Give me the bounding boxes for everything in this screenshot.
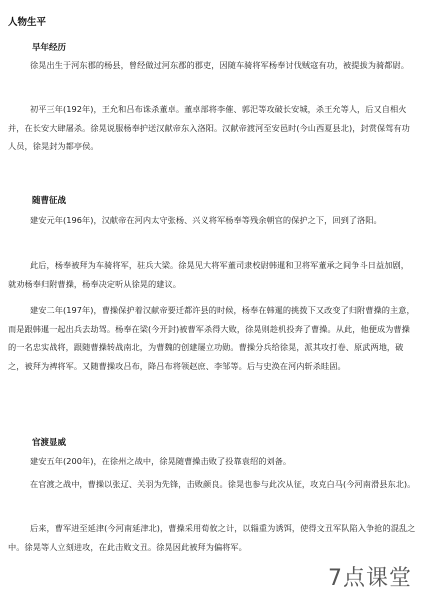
paragraph: 后来，曹军进至延津(今河南延津北)，曹操采用荀攸之计，以辎重为诱饵，使得文丑军队陷入争抢的混乱之中。徐晃等人立刻进攻，在此击败文丑。徐晃因此被拜为偏将军。: [8, 523, 416, 552]
paragraph: 建安五年(200年)，在徐州之战中，徐晃随曹操击败了投靠袁绍的刘备。: [30, 456, 292, 466]
section-heading-early-life: 早年经历: [32, 43, 67, 53]
watermark: 7点课堂: [328, 566, 412, 591]
section-heading-guandu: 官渡显威: [32, 438, 67, 448]
page-title: 人物生平: [8, 17, 47, 28]
paragraph: 建安元年(196年)，汉献帝在河内太守张杨、兴义将军杨奉等残余朝官的保护之下，回到了洛阳。: [30, 215, 382, 225]
paragraph: 建安二年(197年)，曹操保护着汉献帝要迁都许县的时候，杨奉在韩暹的挑拨下又改变了归附曹操的主意，而是跟韩暹一起出兵去劫驾。杨奉在梁(今开封)被曹军杀得大败，徐晃则趁机投奔了曹操。从此，他便成为曹操的一名忠实战将，跟随曹操转战南北，为曹魏的创建屡立功勋。曹操分兵给徐晃，派其攻打卷、原武两地，破之，被拜为裨将军。又随曹操攻吕布，降吕布将领赵庶、李邹等。后与史涣在河内斩杀眭固。: [8, 305, 415, 371]
paragraph: 初平三年(192年)，王允和吕布诛杀董卓。董卓部将李傕、郭汜等攻破长安城，杀王允等人，后又自相火并，在长安大肆屠杀。徐晃说服杨奉护送汉献帝东入洛阳。汉献帝渡河至安邑时(今山西夏县北)，封赏保驾有功人员，徐晃封为都亭侯。: [8, 104, 410, 151]
paragraph: 此后，杨奉被拜为车骑将军，驻兵大梁。徐晃见大将军董司隶校尉韩暹和卫将军董承之间争斗日益加剧，就劝杨奉归附曹操，杨奉决定听从徐晃的建议。: [8, 260, 409, 289]
paragraph: 徐晃出生于河东郡的杨县，曾经做过河东郡的郡吏，因随车骑将军杨奉讨伐贼寇有功，被提拔为骑都尉。: [30, 60, 409, 70]
section-heading-campaigns: 随曹征战: [32, 196, 67, 206]
paragraph: 在官渡之战中，曹操以张辽、关羽为先锋，击败颜良。徐晃也参与此次从征，攻克白马(今河南滑县东北)。: [30, 479, 416, 489]
